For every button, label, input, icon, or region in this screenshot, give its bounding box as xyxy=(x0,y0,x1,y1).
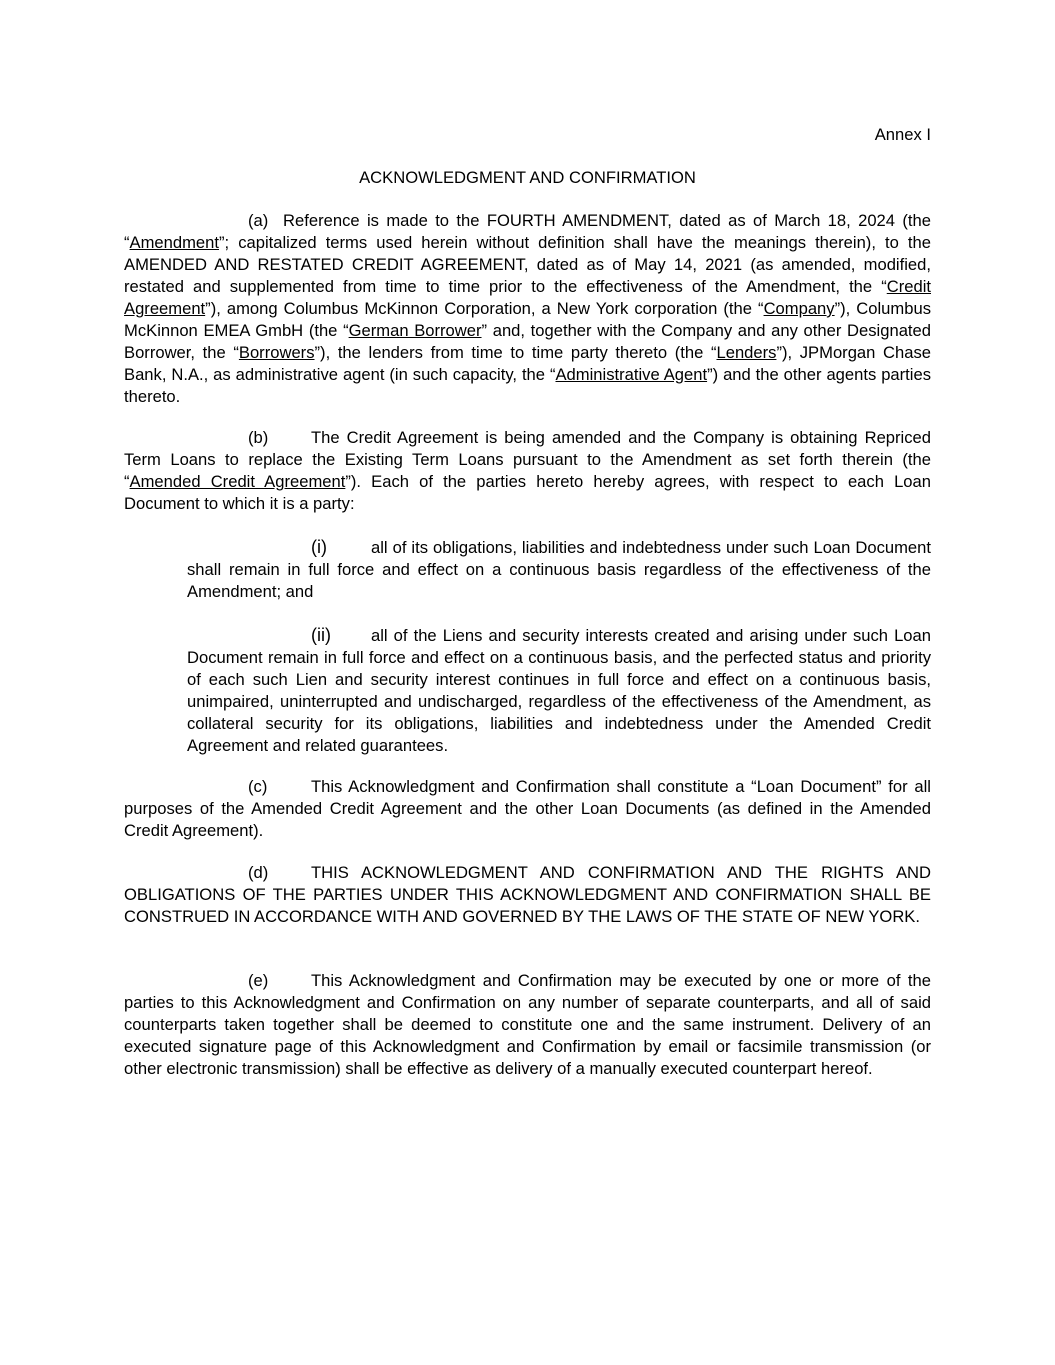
paragraph-a-text-4: ”), Columbus McKinnon EMEA GmbH (the “ xyxy=(124,299,931,340)
paragraph-a-text-8: ”) and the other agents parties thereto. xyxy=(124,365,932,406)
paragraph-a-text-3: ”), among Columbus McKinnon Corporation, a New York corporation (the “ xyxy=(205,299,764,318)
paragraph-c-text: This Acknowledgment and Confirmation shall constitute a “Loan Document” for all purposes of the Amended Credit Agreement and the other Loan Documents (as defined in the Amended Credit Agreement). xyxy=(124,777,931,840)
paragraph-a-text-6: ”), the lenders from time to time party thereto (the “ xyxy=(314,343,717,362)
paragraph-a xyxy=(124,210,931,408)
paragraph-i-text: all of its obligations, liabilities and indebtedness under such Loan Document shall remain in full force and effect on a continuous basis regardless of the effectiveness of the Amendment; and xyxy=(187,538,931,601)
paragraph-b-text-1: The Credit Agreement is being amended and the Company is obtaining Repriced Term Loans to replace the Existing Term Loans pursuant to the Amendment as set forth therein (the “ xyxy=(124,428,931,491)
annex-label: Annex I xyxy=(874,125,931,144)
paragraph-a-text-2: ”; capitalized terms used herein without definition shall have the meanings therein), to the AMENDED AND RESTATED CREDIT AGREEMENT, dated as of May 14, 2021 (as amended, modified, restated and supplemented from time to time prior to the effectiveness of the Amendment, the “ xyxy=(124,233,931,296)
defined-term-administrative-agent: Administrative Agent xyxy=(555,365,708,384)
paragraph-ii xyxy=(187,624,931,757)
paragraph-e-text: This Acknowledgment and Confirmation may be executed by one or more of the parties to this Acknowledgment and Confirmation on any number of separate counterparts, and all of said counterparts taken together shall be deemed to constitute one and the same instrument. Delivery of an executed signature page of this Acknowledgment and Confirmation by email or facsimile transmission (or other electronic transmission) shall be effective as delivery of a manually executed counterpart hereof. xyxy=(124,971,931,1078)
paragraph-b-label: (b) xyxy=(248,428,269,447)
defined-term-lenders: Lenders xyxy=(716,343,777,362)
defined-term-german-borrower: German Borrower xyxy=(348,321,482,340)
paragraph-d xyxy=(124,862,931,928)
paragraph-a-label: (a) xyxy=(248,211,269,230)
defined-term-amended-credit-agreement: Amended Credit Agreement xyxy=(129,472,346,491)
defined-term-borrowers: Borrowers xyxy=(238,343,315,362)
paragraph-ii-label: (ii) xyxy=(311,625,331,645)
paragraph-c xyxy=(124,776,931,842)
paragraph-d-label: (d) xyxy=(248,863,269,882)
paragraph-b xyxy=(124,427,931,515)
paragraph-i-label: (i) xyxy=(311,537,327,557)
paragraph-i xyxy=(187,536,931,603)
paragraph-a-text-1: Reference is made to the FOURTH AMENDMENT, dated as of March 18, 2024 (the “ xyxy=(124,211,931,252)
paragraph-e xyxy=(124,970,931,1080)
paragraph-e-label: (e) xyxy=(248,971,269,990)
document-title: ACKNOWLEDGMENT AND CONFIRMATION xyxy=(359,168,696,187)
defined-term-credit-agreement: Credit Agreement xyxy=(124,277,931,318)
paragraph-a-text-5: ” and, together with the Company and any other Designated Borrower, the “ xyxy=(124,321,931,362)
defined-term-company: Company xyxy=(763,299,835,318)
paragraph-d-text: THIS ACKNOWLEDGMENT AND CONFIRMATION AND THE RIGHTS AND OBLIGATIONS OF THE PARTIES UNDER THIS ACKNOWLEDGMENT AND CONFIRMATION SHALL BE CONSTRUED IN ACCORDANCE WITH AND GOVERNED BY THE LAWS OF THE STATE OF NEW YORK. xyxy=(124,863,931,926)
paragraph-a-text-7: ”), JPMorgan Chase Bank, N.A., as administrative agent (in such capacity, the “ xyxy=(124,343,931,384)
paragraph-b-text-2: ”). Each of the parties hereto hereby agrees, with respect to each Loan Document to which it is a party: xyxy=(124,472,931,513)
paragraph-c-label: (c) xyxy=(248,777,268,796)
paragraph-ii-text: all of the Liens and security interests created and arising under such Loan Document remain in full force and effect on a continuous basis, and the perfected status and priority of each such Lien and security interest continues in full force and effect on a continuous basis, unimpaired, uninterrupted and undischarged, regardless of the effectiveness of the Amendment, as collateral security for its obligations, liabilities and indebtedness under the Amended Credit Agreement and related guarantees. xyxy=(187,626,931,755)
defined-term-amendment: Amendment xyxy=(129,233,219,252)
